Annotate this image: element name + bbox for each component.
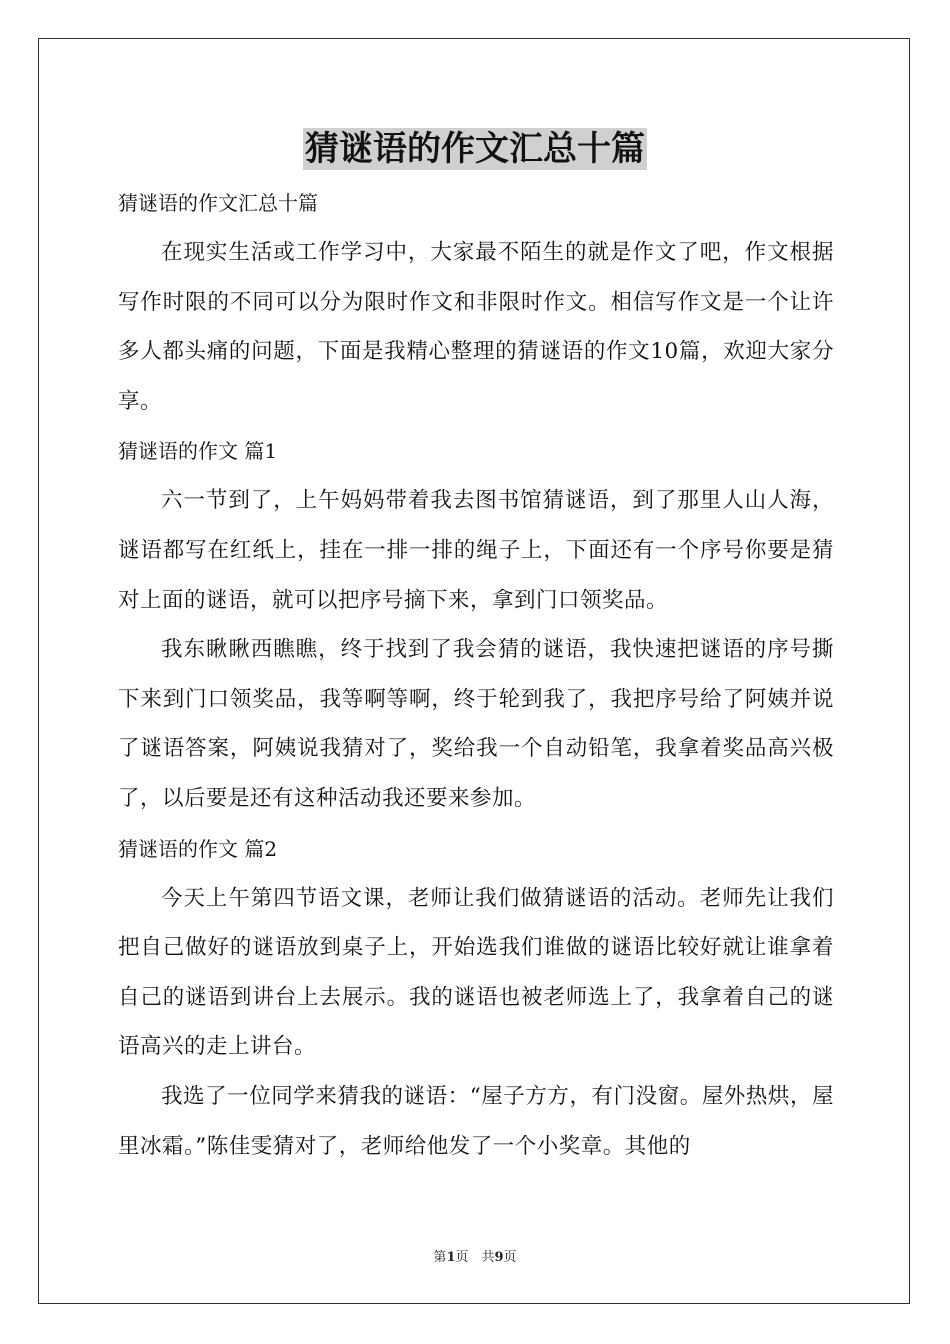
section-heading-2: 猜谜语的作文 篇2 (118, 836, 278, 861)
section-2-paragraph-2: 我选了一位同学来猜我的谜语：“屋子方方，有门没窗。屋外热烘，屋里冰霜。”陈佳雯猜对了，老师给他发了一个小奖章。其他的 (118, 1083, 834, 1159)
section-heading-1: 猜谜语的作文 篇1 (118, 439, 278, 464)
footer-page-mid: 页 共 (455, 1250, 495, 1265)
title-wrapper (0, 128, 950, 170)
document-subtitle: 猜谜语的作文汇总十篇 (118, 191, 318, 215)
section-1-paragraph-2: 我东瞅瞅西瞧瞧，终于找到了我会猜的谜语，我快速把谜语的序号撕下来到门口领奖品，我等啊等啊，终于轮到我了，我把序号给了阿姨并说了谜语答案，阿姨说我猜对了，奖给我一个自动铅笔，我拿着奖品高兴极了，以后要是还有这种活动我还要来参加。 (118, 637, 834, 811)
document-title: 猜谜语的作文汇总十篇 (305, 129, 645, 169)
footer-page-total: 9 (494, 1250, 504, 1265)
footer-page-current: 1 (446, 1250, 456, 1265)
page-footer (0, 1246, 950, 1265)
footer-page-prefix: 第 (433, 1250, 447, 1265)
section-2-paragraph-1: 今天上午第四节语文课，老师让我们做猜谜语的活动。老师先让我们把自己做好的谜语放到桌子上，开始选我们谁做的谜语比较好就让谁拿着自己的谜语到讲台上去展示。我的谜语也被老师选上了，我拿着自己的谜语高兴的走上讲台。 (118, 885, 834, 1060)
intro-paragraph: 在现实生活或工作学习中，大家最不陌生的就是作文了吧，作文根据写作时限的不同可以分为限时作文和非限时作文。相信写作文是一个让许多人都头痛的问题，下面是我精心整理的猜谜语的作文10篇，欢迎大家分享。 (118, 240, 834, 414)
document-body (118, 178, 834, 1171)
footer-page-suffix: 页 (503, 1250, 517, 1265)
section-1-paragraph-1: 六一节到了，上午妈妈带着我去图书馆猜谜语，到了那里人山人海，谜语都写在红纸上，挂在一排一排的绳子上，下面还有一个序号你要是猜对上面的谜语，就可以把序号摘下来，拿到门口领奖品。 (118, 488, 834, 613)
